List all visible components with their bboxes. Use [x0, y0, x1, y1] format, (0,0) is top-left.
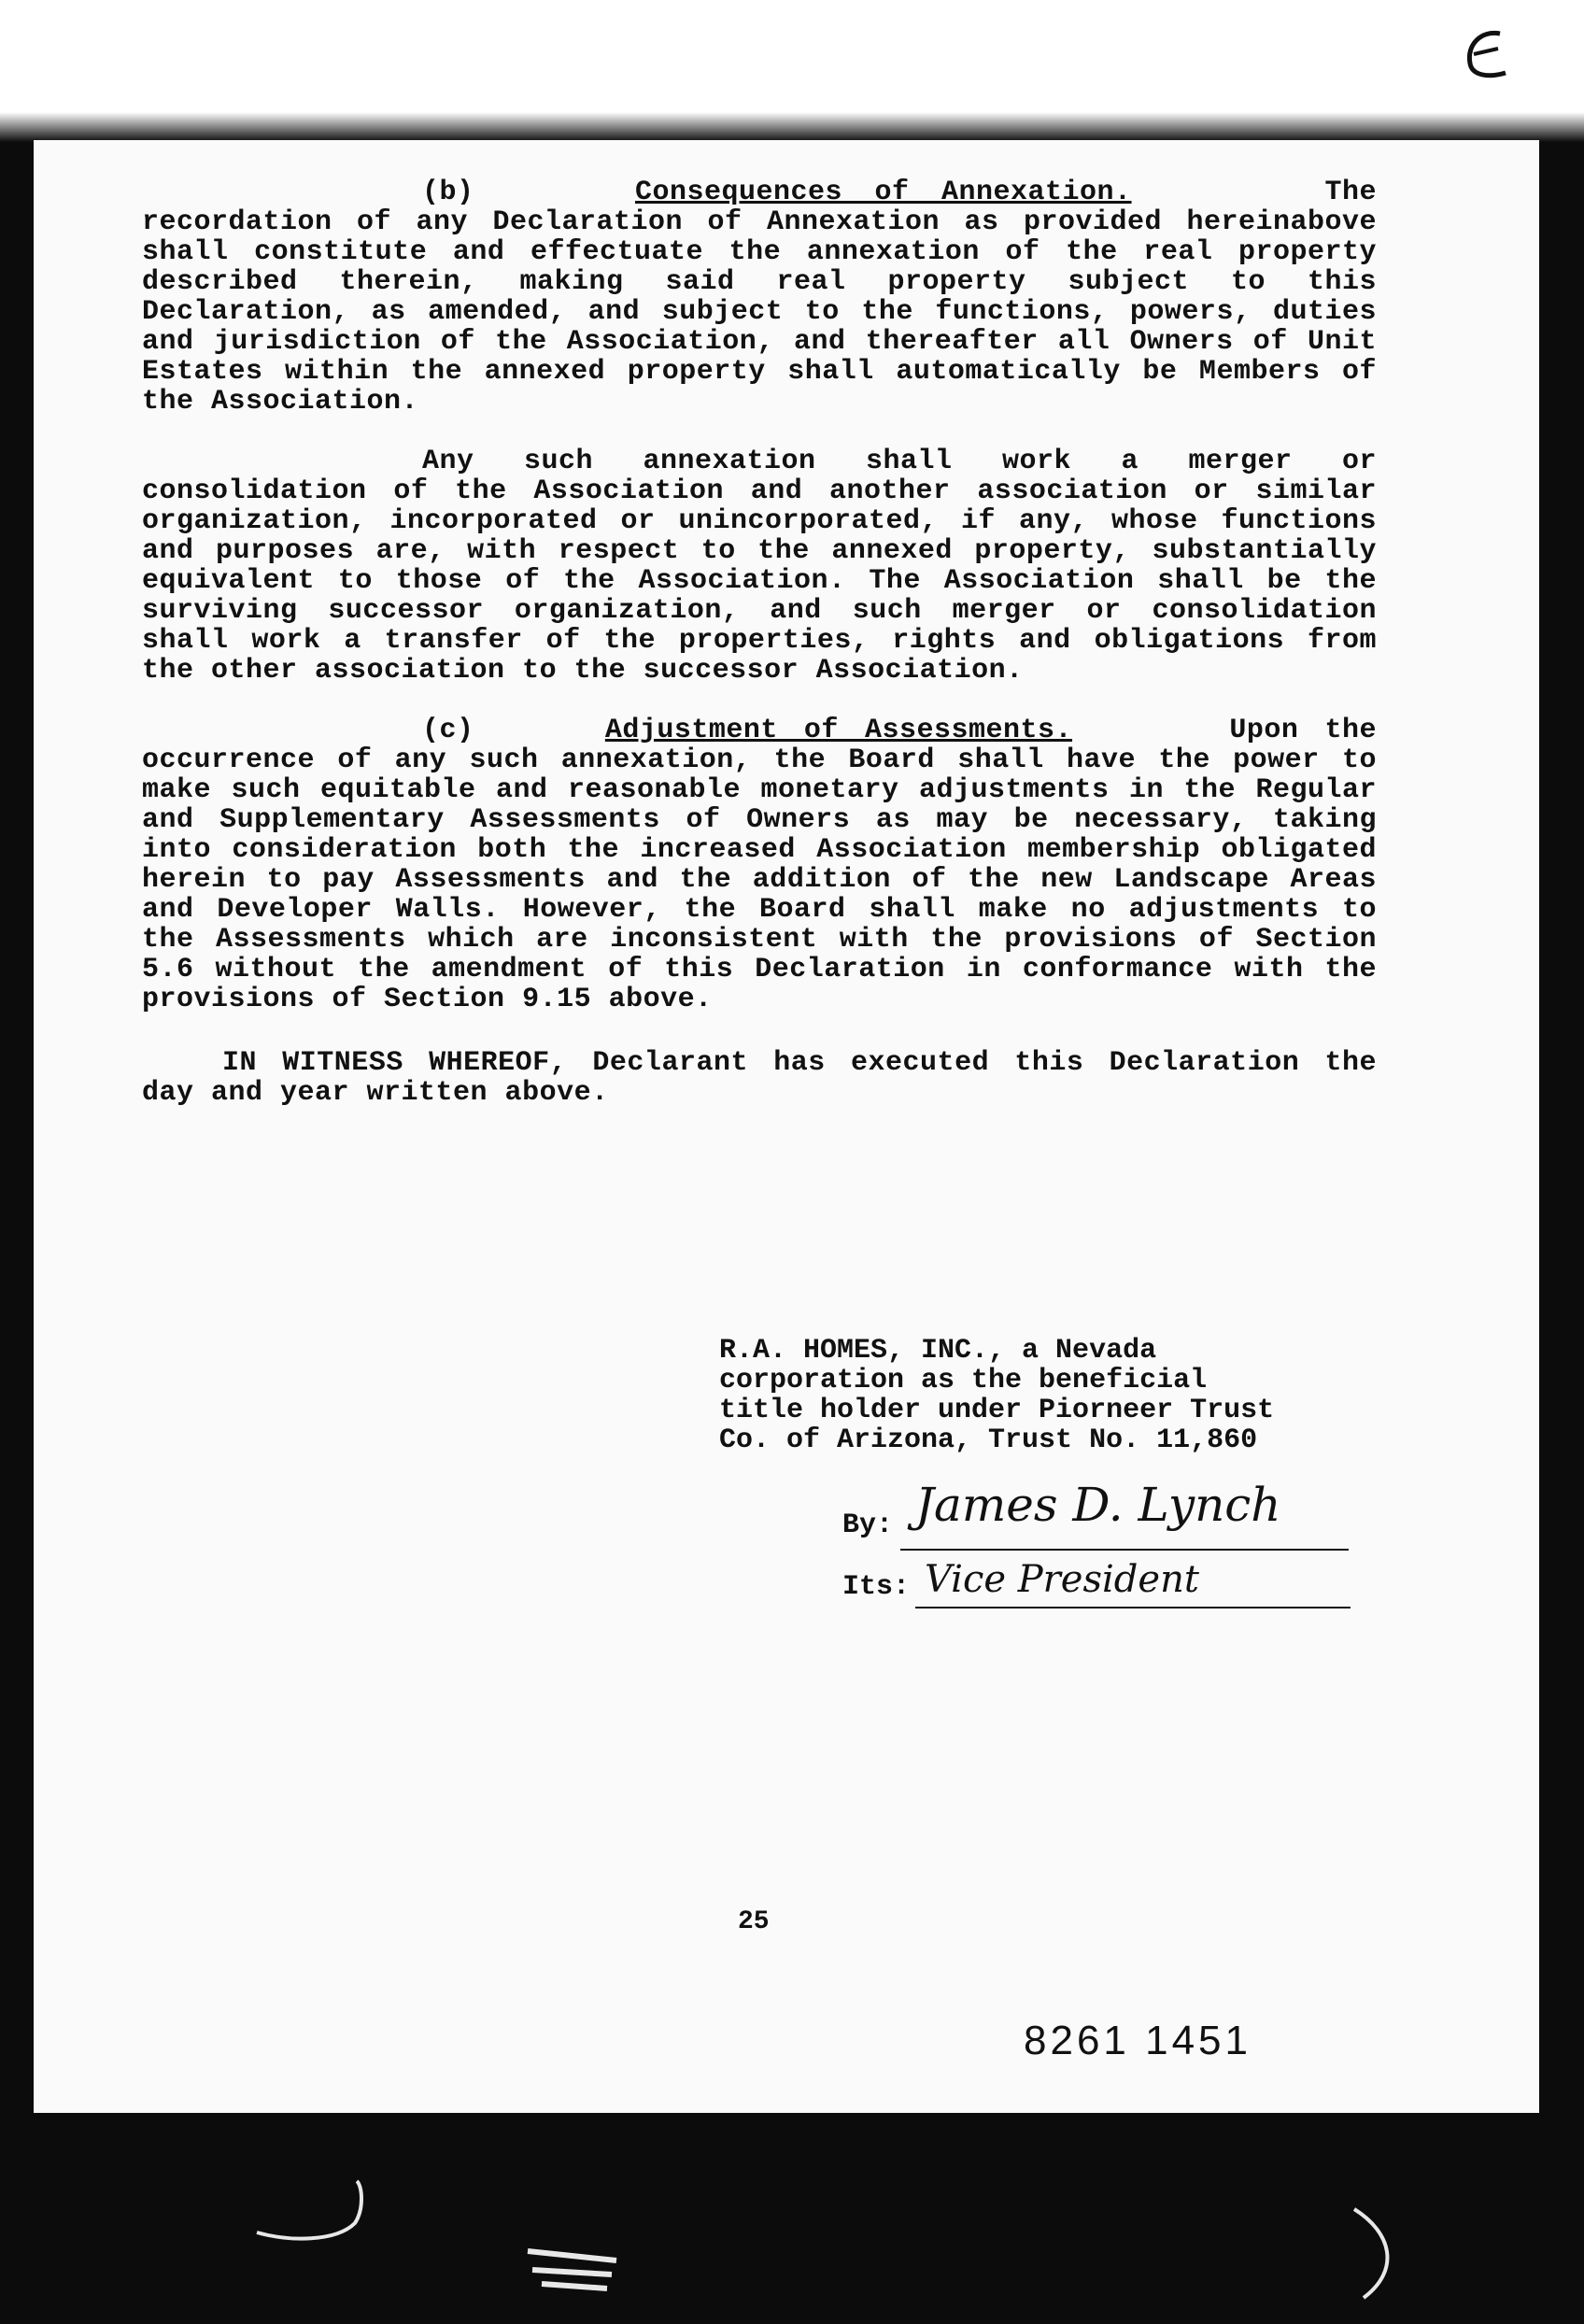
section-b-heading: Consequences of Annexation.	[634, 177, 1132, 208]
top-scan-margin	[0, 0, 1584, 142]
entity-line-3: title holder under Piorneer Trust	[719, 1395, 1275, 1426]
by-signature: James D. Lynch	[915, 1478, 1281, 1532]
document-body	[142, 177, 1377, 1108]
merger-paragraph	[142, 446, 1377, 686]
its-signature-line	[915, 1607, 1351, 1608]
bottom-scribble-center	[523, 2232, 626, 2298]
entity-line-4: Co. of Arizona, Trust No. 11,860	[719, 1424, 1258, 1456]
corner-handwritten-mark	[1453, 26, 1519, 92]
entity-line-2: corporation as the beneficial	[719, 1365, 1208, 1396]
its-label: Its:	[842, 1571, 911, 1603]
by-signature-line	[900, 1549, 1349, 1551]
scan-edge-shadow	[0, 112, 1584, 142]
section-b-text: The recordation of any Declaration of Annexation as provided hereinabove shall constitute and effectuate the annexation of the real property described therein, making said real property subject to this Declaration, as amended, and subject to the functions, powers, duties and jurisdiction of the Association, and thereafter all Owners of Unit Estates within the annexed property shall automatically be Members of the Association.	[142, 177, 1377, 418]
entity-line-1: R.A. HOMES, INC., a Nevada	[719, 1335, 1157, 1367]
signature-entity-block	[719, 1336, 1373, 1455]
section-c-paragraph	[142, 716, 1377, 1014]
its-signature: Vice President	[925, 1558, 1199, 1601]
merger-text: Any such annexation shall work a merger or consolidation of the Association and another association or similar organization, incorporated or unincorporated, if any, whose functions and purposes are, with respect to the annexed property, substantially equivalent to those of the Association. The Association shall be the surviving successor organization, and such merger or consolidation shall work a transfer of the properties, rights and obligations from the other association to the successor Association.	[142, 446, 1377, 687]
recording-stamp: 8261 1451	[1024, 2018, 1252, 2063]
witness-text: IN WITNESS WHEREOF, Declarant has executed this Declaration the day and year written above.	[142, 1047, 1377, 1109]
page-number: 25	[738, 1907, 770, 1936]
by-label: By:	[842, 1509, 894, 1541]
witness-paragraph	[142, 1048, 1377, 1108]
bottom-scribble-left	[252, 2176, 383, 2251]
section-c-text: Upon the occurrence of any such annexation, the Board shall have the power to make such equitable and reasonable monetary adjustments in the Regular and Supplementary Assessments of Owners as may be necessary, taking into consideration both the increased Association membership obligated herein to pay Assessments and the addition of the new Landscape Areas and Developer Walls. However, the Board shall make no adjustments to the Assessments which are inconsistent with the provisions of Section 5.6 without the amendment of this Declaration in conformance with the provisions of Section 9.15 above.	[142, 715, 1377, 1015]
bottom-scribble-right	[1326, 2204, 1420, 2307]
section-c-heading: Adjustment of Assessments.	[604, 715, 1073, 746]
section-c-label: (c)	[422, 715, 474, 746]
section-b-label: (b)	[422, 177, 474, 208]
section-b-paragraph	[142, 177, 1377, 417]
